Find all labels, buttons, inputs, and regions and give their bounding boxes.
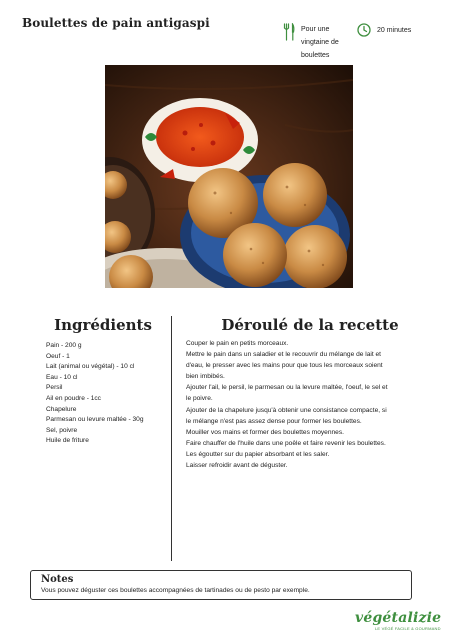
vegetalizie-logo — [355, 610, 445, 640]
step-line: Laisser refroidir avant de déguster. — [186, 462, 288, 470]
ingredient-item: Oeuf - 1 — [46, 352, 70, 360]
time-text: 20 minutes — [377, 26, 412, 34]
steps-list — [186, 338, 426, 471]
step-line: le mélange n'est pas assez dense pour former les boulettes. — [186, 417, 362, 425]
ingredient-item: Lait (animal ou végétal) - 10 cl — [46, 363, 135, 371]
time-info — [357, 23, 411, 37]
column-divider — [171, 316, 172, 561]
ingredient-item: Pain - 200 g — [46, 342, 82, 349]
ingredient-item: Persil — [46, 384, 63, 392]
recipe-photo — [105, 65, 353, 288]
ingredients-list — [46, 341, 144, 447]
step-line: Couper le pain en petits morceaux. — [186, 340, 289, 347]
ingredients-heading: Ingrédients — [54, 316, 152, 334]
step-line: Faire chauffer de l'huile dans une poêle et faire revenir les boulettes. — [186, 439, 386, 447]
notes-text: Vous pouvez déguster ces boulettes accompagnées de tartinades ou de pesto par exemple. — [41, 587, 310, 594]
servings-text: Pour une vingtaine de boulettes — [301, 26, 339, 59]
step-line: bien imbibés. — [186, 373, 225, 381]
fork-knife-icon — [283, 23, 295, 41]
ingredient-item: Huile de friture — [46, 437, 89, 445]
ingredient-item: Eau - 10 cl — [46, 373, 78, 381]
step-line: le poivre. — [186, 395, 213, 403]
ingredient-item: Ail en poudre - 1cc — [46, 394, 101, 402]
notes-title: Notes — [41, 574, 74, 585]
servings-info — [283, 23, 349, 62]
step-line: d'eau, le presser avec les mains pour que tous les morceaux soient — [186, 362, 383, 370]
recipe-title: Boulettes de pain antigaspi — [22, 16, 210, 30]
clock-icon — [357, 23, 371, 37]
notes-box — [30, 570, 412, 600]
logo-tagline: LE VÉGÉ FACILE & GOURMAND — [375, 626, 441, 631]
ingredient-item: Parmesan ou levure maltée - 30g — [46, 416, 144, 424]
steps-heading: Déroulé de la recette — [221, 316, 399, 334]
step-line: Les égoutter sur du papier absorbant et les saler. — [186, 450, 330, 458]
ingredient-item: Chapelure — [46, 405, 77, 413]
ingredient-item: Sel, poivre — [46, 426, 78, 434]
step-line: Mettre le pain dans un saladier et le recouvrir du mélange de lait et — [186, 351, 381, 359]
step-line: Ajouter l'ail, le persil, le parmesan ou la levure maltée, l'oeuf, le sel et — [186, 384, 388, 392]
logo-wordmark: végétalizie — [355, 610, 442, 626]
step-line: Ajouter de la chapelure jusqu'à obtenir une consistance compacte, si — [186, 406, 387, 414]
step-line: Mouiller vos mains et former des boulettes moyennes. — [186, 428, 344, 436]
